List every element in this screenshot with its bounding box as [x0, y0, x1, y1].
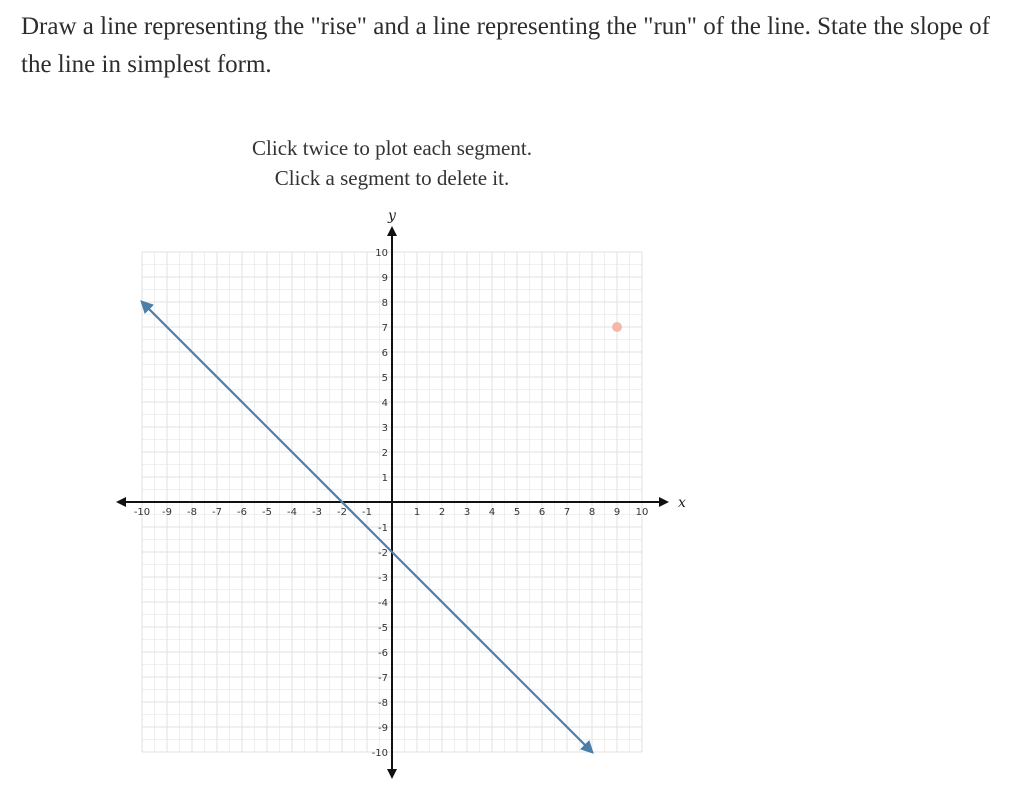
- x-tick-label: -2: [337, 507, 347, 518]
- x-tick-label: -5: [262, 507, 272, 518]
- x-tick-label: 6: [538, 507, 546, 518]
- question-prompt: Draw a line representing the "rise" and a line representing the "run" of the line. State the slope of the line in simplest form.: [21, 13, 990, 78]
- x-tick-label: -7: [212, 507, 222, 518]
- x-tick-label: -3: [312, 507, 322, 518]
- cursor-layer: [612, 322, 622, 332]
- y-tick-label: -2: [378, 548, 388, 559]
- x-tick-label: 3: [463, 507, 471, 518]
- y-tick-label: -7: [378, 673, 388, 684]
- y-tick-label: 2: [381, 448, 388, 459]
- y-tick-label: -3: [378, 573, 388, 584]
- y-tick-label: 5: [381, 373, 388, 384]
- y-axis-label: y: [388, 208, 396, 224]
- y-tick-label: 6: [381, 348, 388, 359]
- x-tick-label: -10: [133, 507, 151, 518]
- x-axis-label: x: [678, 495, 686, 511]
- instruction-plot: Click twice to plot each segment.: [252, 136, 532, 160]
- x-tick-label: 1: [413, 507, 421, 518]
- x-tick-label: -8: [187, 507, 197, 518]
- cursor-point: [612, 322, 622, 332]
- y-tick-label: 8: [381, 298, 388, 309]
- x-tick-label: -1: [362, 507, 372, 518]
- y-tick-label: 3: [381, 423, 388, 434]
- x-tick-label: 8: [588, 507, 596, 518]
- instruction-delete: Click a segment to delete it.: [274, 166, 510, 190]
- x-tick-label: 7: [563, 507, 571, 518]
- y-tick-label: -1: [378, 523, 388, 534]
- axes: [118, 228, 667, 777]
- y-tick-label: -4: [378, 598, 388, 609]
- x-tick-label: 2: [438, 507, 446, 518]
- x-tick-label: -4: [287, 507, 297, 518]
- x-tick-label: 5: [513, 507, 521, 518]
- y-tick-label: -9: [378, 723, 388, 734]
- x-tick-label: -6: [237, 507, 247, 518]
- x-tick-label: 9: [613, 507, 621, 518]
- y-tick-label: 1: [381, 473, 388, 484]
- y-tick-label: -6: [378, 648, 388, 659]
- x-tick-label: -9: [162, 507, 172, 518]
- y-tick-label: -8: [378, 698, 388, 709]
- y-tick-label: -10: [371, 748, 388, 759]
- y-tick-label: 10: [375, 248, 388, 259]
- x-tick-label: 4: [488, 507, 496, 518]
- y-tick-label: 9: [381, 273, 388, 284]
- x-tick-label: 10: [635, 507, 649, 518]
- y-tick-label: -5: [378, 623, 388, 634]
- y-tick-label: 7: [381, 323, 388, 334]
- y-tick-label: 4: [381, 398, 388, 409]
